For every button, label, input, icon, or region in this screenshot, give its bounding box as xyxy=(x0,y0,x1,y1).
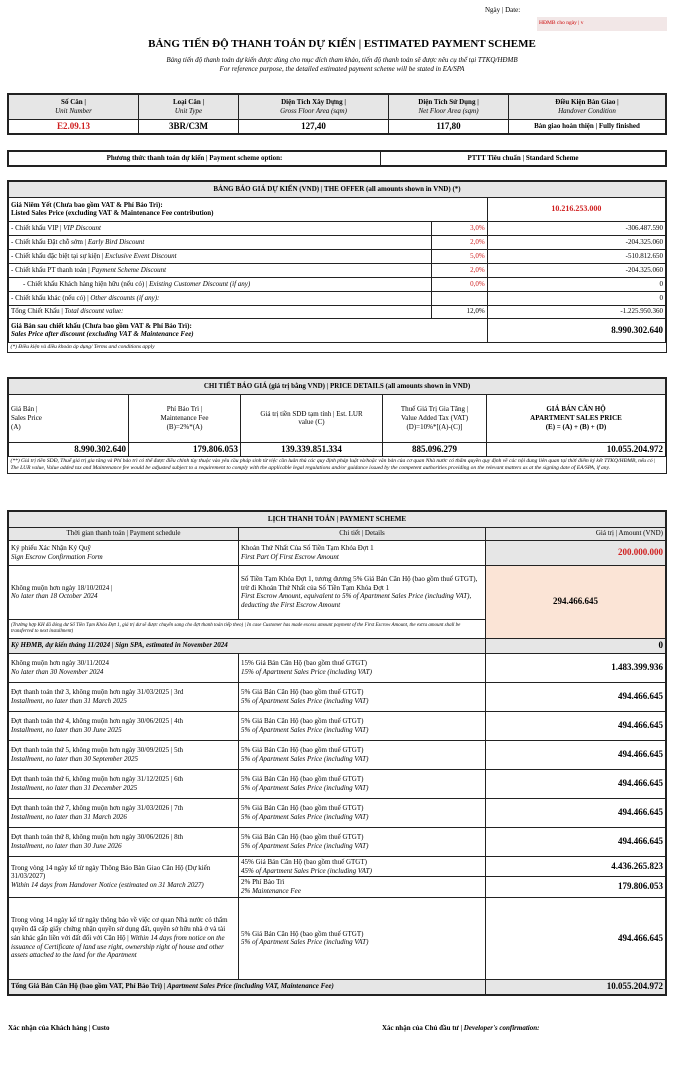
installment-amount: 494.466.645 xyxy=(486,711,666,740)
hdmb-stamp: HĐMB cho ngày | v xyxy=(537,17,667,31)
discount-value: 0 xyxy=(487,277,665,291)
gfa-header: Diện Tích Xây Dựng | Gross Floor Area (sqm) xyxy=(239,95,389,120)
price-details-title: CHI TIẾT BÁO GIÁ (giá trị bằng VND) | PRICE DETAILS (all amounts shown in VND) xyxy=(9,379,666,395)
installment-row xyxy=(9,653,666,682)
installment-row xyxy=(9,740,666,769)
installment-time: Đợt thanh toán thứ 7, không muộn hơn ngày 31/03/2026 | 7th Installment, no later than 31 March 2026 xyxy=(9,798,239,827)
escrow-1-time: Ký phiếu Xác Nhận Ký Quỹ Sign Escrow Confirmation Form xyxy=(9,540,239,565)
discount-row xyxy=(9,263,666,277)
discount-value: -204.325.060 xyxy=(487,263,665,277)
discount-row xyxy=(9,277,666,291)
date-label: Ngày | Date: xyxy=(485,6,521,14)
sign-spa-label: Ký HĐMB, dự kiến tháng 11/2024 | Sign SPA, estimated in November 2024 xyxy=(9,638,486,653)
installment-time: Không muộn hơn ngày 30/11/2024 No later than 30 November 2024 xyxy=(9,653,239,682)
offer-table xyxy=(7,180,667,353)
installment-detail: 5% Giá Bán Căn Hộ (bao gồm thuế GTGT) 5% of Apartment Sales Price (including VAT) xyxy=(239,769,486,798)
installment-amount: 494.466.645 xyxy=(486,827,666,856)
escrow-1-amount: 200.000.000 xyxy=(486,540,666,565)
escrow-1-detail: Khoản Thứ Nhất Của Số Tiền Tạm Khóa Đợt 1 First Part Of First Escrow Amount xyxy=(239,540,486,565)
discount-row xyxy=(9,249,666,263)
subtitle-vi: Bảng tiến độ thanh toán dự kiến được dùng cho mục đích tham khảo, tiến độ thanh toán sẽ được nêu cụ thể tại TTKQ/HĐMB xyxy=(166,56,518,64)
document-subtitle xyxy=(0,56,684,74)
payment-option-value: PTTT Tiêu chuẩn | Standard Scheme xyxy=(381,152,666,166)
discount-row xyxy=(9,235,666,249)
handover-header: Điều Kiện Bàn Giao | Handover Condition xyxy=(509,95,666,120)
installment-amount: 494.466.645 xyxy=(486,798,666,827)
handover-detail-2: 2% Phí Bảo Trì 2% Maintenance Fee xyxy=(239,877,486,898)
handover-detail-1: 45% Giá Bán Căn Hộ (bao gồm thuế GTGT) 45% of Apartment Sales Price (including VAT) xyxy=(239,856,486,877)
payment-option-label: Phương thức thanh toán dự kiến | Payment scheme option: xyxy=(9,152,381,166)
installment-detail: 5% Giá Bán Căn Hộ (bao gồm thuế GTGT) 5% of Apartment Sales Price (including VAT) xyxy=(239,711,486,740)
discount-value: -306.487.590 xyxy=(487,221,665,235)
installment-row xyxy=(9,682,666,711)
installment-detail: 5% Giá Bán Căn Hộ (bao gồm thuế GTGT) 5% of Apartment Sales Price (including VAT) xyxy=(239,798,486,827)
installment-amount: 494.466.645 xyxy=(486,769,666,798)
escrow-2-time: Không muộn hơn ngày 18/10/2024 | No later than 18 October 2024 xyxy=(9,565,239,619)
installment-detail: 5% Giá Bán Căn Hộ (bao gồm thuế GTGT) 5% of Apartment Sales Price (including VAT) xyxy=(239,682,486,711)
after-discount-value: 8.990.302.640 xyxy=(487,318,665,342)
document-title: BẢNG TIẾN ĐỘ THANH TOÁN DỰ KIẾN | ESTIMATED PAYMENT SCHEME xyxy=(148,38,536,50)
total-discount-pct: 12,0% xyxy=(431,305,487,318)
payment-scheme-table xyxy=(7,510,667,996)
total-discount-label: Tổng Chiết Khấu | Total discount value: xyxy=(9,305,432,318)
payment-option-row xyxy=(7,150,667,167)
handover-amount-1: 4.436.265.823 xyxy=(486,856,666,877)
developer-confirmation: Xác nhận của Chủ đầu tư | Developer's confirmation: xyxy=(382,1024,540,1032)
discount-value: -204.325.060 xyxy=(487,235,665,249)
apartment-sales-price-header: GIÁ BÁN CĂN HỘ APARTMENT SALES PRICE (E) = (A) + (B) + (D) xyxy=(487,394,666,442)
col-detail-header: Chi tiết | Details xyxy=(239,527,486,540)
after-discount-label: Giá Bán sau chiết khấu (Chưa bao gồm VAT & Phí Bảo Trì): Sales Price after discount (excluding VAT & Maintenance Fee) xyxy=(9,318,488,342)
nfa-value: 117,80 xyxy=(389,120,509,134)
offer-title: BẢNG BÁO GIÁ DỰ KIẾN (VND) | THE OFFER (all amounts shown in VND) (*) xyxy=(9,182,666,198)
installment-time: Đợt thanh toán thứ 4, không muộn hơn ngày 30/06/2025 | 4th Installment, no later than 30 June 2025 xyxy=(9,711,239,740)
discount-label: - Chiết khấu khác (nếu có) | Other discounts (if any): xyxy=(9,291,432,305)
installment-amount: 494.466.645 xyxy=(486,740,666,769)
grand-total-label: Tổng Giá Bán Căn Hộ (bao gồm VAT, Phí Bảo Trì) | Apartment Sales Price (including VAT, Maintenance Fee) xyxy=(9,979,486,994)
unit-number-header: Số Căn | Unit Number xyxy=(9,95,139,120)
installment-time: Đợt thanh toán thứ 3, không muộn hơn ngày 31/03/2025 | 3rd Installment, no later than 31 March 2025 xyxy=(9,682,239,711)
escrow-note: (Trường hợp KH đã đóng dư Số Tiền Tạm Khóa Đợt 1, giá trị dư sẽ được chuyển sang cho đợt thanh toán tiếp theo) | In case Customer has made excess amount payment of the First Escrow Amount, the extra amount shall be transferred to next installment) xyxy=(9,619,486,638)
installment-time: Đợt thanh toán thứ 8, không muộn hơn ngày 30/06/2026 | 8th Installment, no later than 30 June 2026 xyxy=(9,827,239,856)
installment-detail: 5% Giá Bán Căn Hộ (bao gồm thuế GTGT) 5% of Apartment Sales Price (including VAT) xyxy=(239,827,486,856)
installment-amount: 494.466.645 xyxy=(486,682,666,711)
discount-pct: 2,0% xyxy=(431,235,487,249)
unit-info-table xyxy=(7,93,667,135)
installment-detail: 5% Giá Bán Căn Hộ (bao gồm thuế GTGT) 5% of Apartment Sales Price (including VAT) xyxy=(239,740,486,769)
escrow-2-detail: Số Tiền Tạm Khóa Đợt 1, tương đương 5% Giá Bán Căn Hộ (bao gồm thuế GTGT), trừ đi Khoản Thứ Nhất của Số Tiền Tạm Khóa Đợt 1 First Escrow Amount, equivalent to 5% of Apartment Sales Price (including VAT), deducting the First Escrow Amount xyxy=(239,565,486,619)
vat-header: Thuế Giá Trị Gia Tăng | Value Added Tax (VAT) (D)=10%*[(A)-(C)] xyxy=(383,394,487,442)
listed-price-label: Giá Niêm Yết (Chưa bao gồm VAT & Phí Bảo Trì): Listed Sales Price (excluding VAT & Maintenance Fee contribution) xyxy=(9,197,488,221)
total-discount-value: -1.225.950.360 xyxy=(487,305,665,318)
discount-label: - Chiết khấu PT thanh toán | Payment Scheme Discount xyxy=(9,263,432,277)
lur-value-header: Giá trị tiền SDĐ tạm tính | Est. LUR value (C) xyxy=(241,394,383,442)
offer-footnote: (*) Điều kiện và điều khoản áp dụng/ Terms and conditions apply xyxy=(10,343,155,350)
price-details-note: (**) Giá trị tiền SDĐ, Thuế giá trị gia tăng và Phí bảo trì có thể được điều chỉnh tùy thuộc vào yêu cầu pháp sinh từ việc cần luân thủ các quy định pháp luật và/hoặc văn bản của cơ quan Nhà nước có thẩm quyền quy định về các nội dung liên quan tại thời điểm ký kết TTKQ/HĐMB, nếu có | The LUR value, Value added tax and Maintenance fee would be adjusted subject to a requirement to comply with the applicable legal regulations and/or guidance issued by the competent authorities providing on the relevant matters as at the signing date of EA/SPA, if any. xyxy=(10,458,656,471)
installment-time: Đợt thanh toán thứ 6, không muộn hơn ngày 31/12/2025 | 6th Installment, no later than 31 December 2025 xyxy=(9,769,239,798)
vat-value: 885.096.279 xyxy=(383,442,487,456)
installment-row xyxy=(9,711,666,740)
discount-label: - Chiết khấu đặc biệt tại sự kiện | Exclusive Event Discount xyxy=(9,249,432,263)
lur-value: 139.339.851.334 xyxy=(241,442,383,456)
gfa-value: 127,40 xyxy=(239,120,389,134)
installment-detail: 15% Giá Bán Căn Hộ (bao gồm thuế GTGT) 15% of Apartment Sales Price (including VAT) xyxy=(239,653,486,682)
maintenance-fee-value: 179.806.053 xyxy=(129,442,241,456)
escrow-2-amount: 294.466.645 xyxy=(486,565,666,638)
sales-price-header: Giá Bán | Sales Price (A) xyxy=(9,394,129,442)
nfa-header: Diện Tích Sử Dụng | Net Floor Area (sqm) xyxy=(389,95,509,120)
installment-row xyxy=(9,798,666,827)
maintenance-fee-header: Phí Bảo Trì | Maintenance Fee (B)=2%*(A) xyxy=(129,394,241,442)
discount-pct: 5,0% xyxy=(431,249,487,263)
certificate-amount: 494.466.645 xyxy=(486,897,666,979)
handover-time: Trong vòng 14 ngày kể từ ngày Thông Báo Bàn Giao Căn Hộ (Dự kiến 31/03/2027) Within 14 days from Handover Notice (estimated on 31 March 2027) xyxy=(9,856,239,897)
handover-amount-2: 179.806.053 xyxy=(486,877,666,898)
discount-pct: 3,0% xyxy=(431,221,487,235)
discount-row xyxy=(9,221,666,235)
col-amount-header: Giá trị | Amount (VND) xyxy=(486,527,666,540)
payment-scheme-title: LỊCH THANH TOÁN | PAYMENT SCHEME xyxy=(9,512,666,528)
certificate-time: Trong vòng 14 ngày kể từ ngày thông báo về việc cơ quan Nhà nước có thẩm quyền đã cấp giấy chứng nhận quyền sử dụng đất, quyền sở hữu nhà ở và tài sản khác gắn liền với đất đối với Căn Hộ | Within 14 days from notice on the issuance of Certificate of land use right, ownership right of house and other assets attached to the land for the Apartment xyxy=(9,897,239,979)
handover-value: Bàn giao hoàn thiện | Fully finished xyxy=(509,120,666,134)
discount-label: - Chiết khấu VIP | VIP Discount xyxy=(9,221,432,235)
discount-label: - Chiết khấu Khách hàng hiện hữu (nếu có) | Existing Customer Discount (if any) xyxy=(9,277,432,291)
subtitle-en: For reference purpose, the detailed estimated payment scheme will be stated in EA/SPA xyxy=(219,64,465,73)
discount-row xyxy=(9,291,666,305)
discount-value: 0 xyxy=(487,291,665,305)
installment-row xyxy=(9,769,666,798)
discount-value: -510.812.650 xyxy=(487,249,665,263)
installment-time: Đợt thanh toán thứ 5, không muộn hơn ngày 30/09/2025 | 5th Installment, no later than 30 September 2025 xyxy=(9,740,239,769)
listed-price-value: 10.216.253.000 xyxy=(487,197,665,221)
customer-confirmation: Xác nhận của Khách hàng | Custo xyxy=(8,1024,110,1032)
price-details-table xyxy=(7,377,667,474)
certificate-detail: 5% Giá Bán Căn Hộ (bao gồm thuế GTGT) 5% of Apartment Sales Price (including VAT) xyxy=(239,897,486,979)
col-time-header: Thời gian thanh toán | Payment schedule xyxy=(9,527,239,540)
installment-amount: 1.483.399.936 xyxy=(486,653,666,682)
discount-pct: 2,0% xyxy=(431,263,487,277)
discount-pct xyxy=(431,291,487,305)
unit-type-header: Loại Căn | Unit Type xyxy=(139,95,239,120)
sales-price-value: 8.990.302.640 xyxy=(9,442,129,456)
sign-spa-amount: 0 xyxy=(486,638,666,653)
discount-label: - Chiết khấu Đặt chỗ sớm | Early Bird Discount xyxy=(9,235,432,249)
apartment-sales-price-value: 10.055.204.972 xyxy=(487,442,666,456)
unit-number-value: E2.09.13 xyxy=(9,120,139,134)
discount-pct: 0,0% xyxy=(431,277,487,291)
unit-type-value: 3BR/C3M xyxy=(139,120,239,134)
installment-row xyxy=(9,827,666,856)
grand-total-amount: 10.055.204.972 xyxy=(486,979,666,994)
